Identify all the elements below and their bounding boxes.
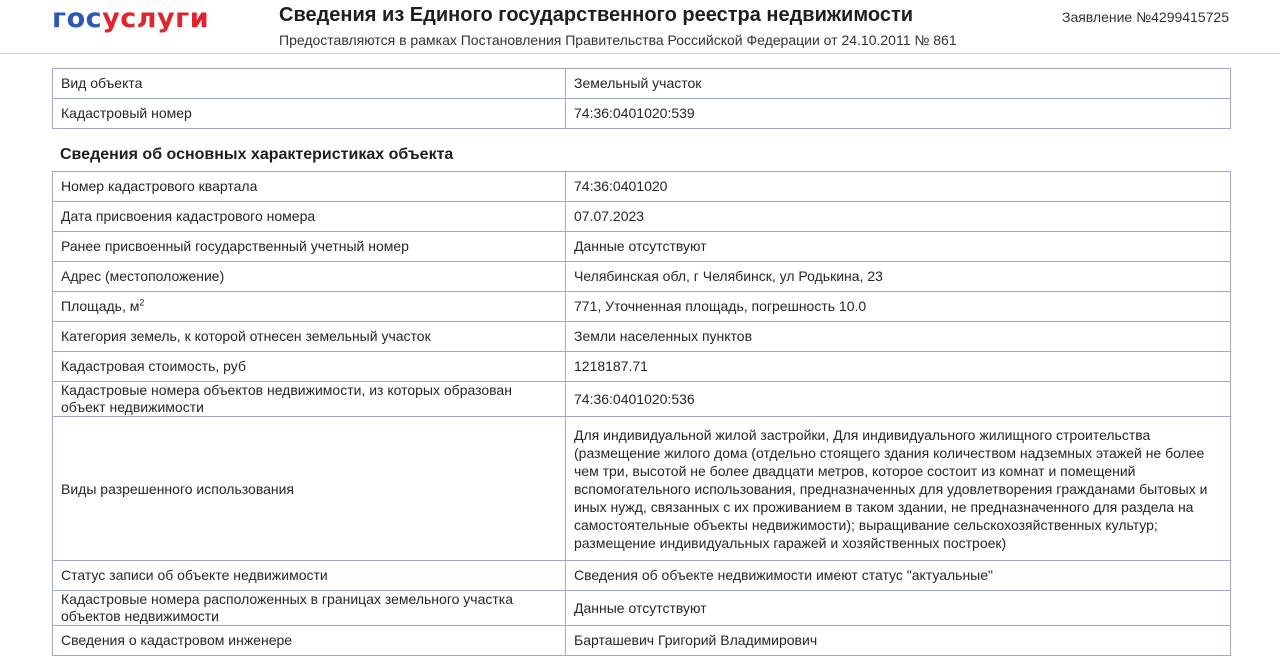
application-number: Заявление №4299415725 (1061, 9, 1229, 25)
table-row (53, 99, 1231, 129)
row-label: Кадастровые номера расположенных в границах земельного участка объектов недвижимости (53, 591, 566, 626)
row-value: Земельный участок (566, 69, 1231, 99)
row-label-area (53, 292, 566, 322)
table-row (53, 322, 1231, 352)
table-row (53, 202, 1231, 232)
table-row (53, 69, 1231, 99)
row-value: Для индивидуальной жилой застройки, Для индивидуального жилищного строительства (размещение жилого дома (отдельно стоящего здания количеством надземных этажей не более чем три, высотой не более двадцати метров, которое состоит из комнат и помещений вспомогательного использования, предназначенных для удовлетворения гражданами бытовых и иных нужд, связанных с их проживанием в таком здании, не предназначенного для раздела на самостоятельные объекты недвижимости); выращивание сельскохозяйственных культур; размещение индивидуальных гаражей и хозяйственных построек) (566, 417, 1231, 561)
row-label: Кадастровый номер (53, 99, 566, 129)
area-label-superscript: 2 (139, 297, 145, 308)
row-label: Категория земель, к которой отнесен земельный участок (53, 322, 566, 352)
row-label: Ранее присвоенный государственный учетный номер (53, 232, 566, 262)
header-divider (0, 53, 1280, 54)
object-info-table (52, 68, 1231, 129)
row-label: Кадастровые номера объектов недвижимости, из которых образован объект недвижимости (53, 382, 566, 417)
row-value: Барташевич Григорий Владимирович (566, 626, 1231, 656)
row-value: 74:36:0401020:539 (566, 99, 1231, 129)
table-row (53, 626, 1231, 656)
gosuslugi-logo[interactable] (52, 4, 209, 34)
area-label-text: Площадь, м (61, 298, 140, 314)
row-label: Статус записи об объекте недвижимости (53, 561, 566, 591)
row-value: 74:36:0401020:536 (566, 382, 1231, 417)
row-label: Адрес (местоположение) (53, 262, 566, 292)
row-value: Сведения об объекте недвижимости имеют статус "актуальные" (566, 561, 1231, 591)
document-header (0, 0, 1280, 54)
row-value: Челябинская обл, г Челябинск, ул Родькина, 23 (566, 262, 1231, 292)
table-row (53, 292, 1231, 322)
characteristics-table (52, 171, 1231, 656)
row-label: Дата присвоения кадастрового номера (53, 202, 566, 232)
row-label: Номер кадастрового квартала (53, 172, 566, 202)
table-row (53, 172, 1231, 202)
row-label: Виды разрешенного использования (53, 417, 566, 561)
table-row (53, 382, 1231, 417)
table-row (53, 352, 1231, 382)
document-subtitle: Предоставляются в рамках Постановления Правительства Российской Федерации от 24.10.2011 № 861 (279, 32, 957, 48)
logo-text-part2: услуги (102, 3, 210, 34)
row-value: 07.07.2023 (566, 202, 1231, 232)
row-value: 771, Уточненная площадь, погрешность 10.0 (566, 292, 1231, 322)
table-row (53, 417, 1231, 561)
row-label: Сведения о кадастровом инженере (53, 626, 566, 656)
logo-text-part1: гос (52, 3, 103, 34)
section-title: Сведения об основных характеристиках объекта (60, 146, 454, 163)
row-value: Данные отсутствуют (566, 232, 1231, 262)
table-row (53, 591, 1231, 626)
table-row (53, 561, 1231, 591)
row-value: 74:36:0401020 (566, 172, 1231, 202)
row-label: Вид объекта (53, 69, 566, 99)
row-label: Кадастровая стоимость, руб (53, 352, 566, 382)
row-value: Данные отсутствуют (566, 591, 1231, 626)
table-row (53, 232, 1231, 262)
row-value: 1218187.71 (566, 352, 1231, 382)
table-row (53, 262, 1231, 292)
row-value: Земли населенных пунктов (566, 322, 1231, 352)
document-title: Сведения из Единого государственного реестра недвижимости (279, 4, 914, 26)
